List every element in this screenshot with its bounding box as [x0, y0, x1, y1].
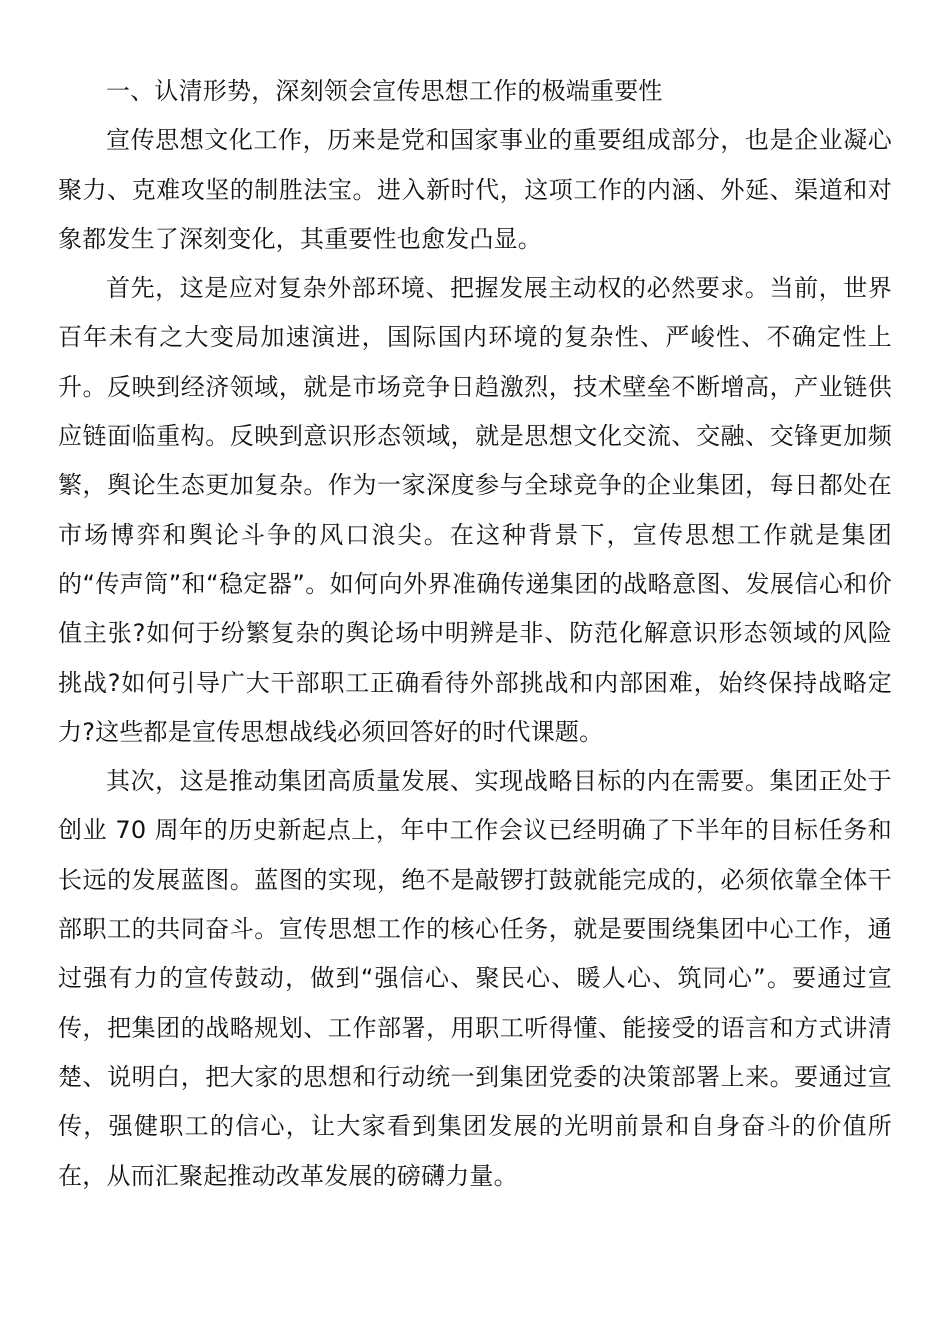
paragraph-second-point: 其次，这是推动集团高质量发展、实现战略目标的内在需要。集团正处于创业 70 周年的历史新起点上，年中工作会议已经明确了下半年的目标任务和长远的发展蓝图。蓝图的实现，绝不是敲锣打鼓就能完成的，必须依靠全体干部职工的共同奋斗。宣传思想工作的核心任务，就是要围绕集团中心工作，通过强有力的宣传鼓动，做到“强信心、聚民心、暖人心、筑同心”。要通过宣传，把集团的战略规划、工作部署，用职工听得懂、能接受的语言和方式讲清楚、说明白，把大家的思想和行动统一到集团党委的决策部署上来。要通过宣传，强健职工的信心，让大家看到集团发展的光明前景和自身奋斗的价值所在，从而汇聚起推动改革发展的磅礴力量。: [58, 767, 892, 1190]
section-heading: 一、认清形势，深刻领会宣传思想工作的极端重要性: [106, 77, 663, 105]
paragraph-first-point: 首先，这是应对复杂外部环境、把握发展主动权的必然要求。当前，世界百年未有之大变局加速演进，国际国内环境的复杂性、严峻性、不确定性上升。反映到经济领域，就是市场竞争日趋激烈，技术壁垒不断增高，产业链供应链面临重构。反映到意识形态领域，就是思想文化交流、交融、交锋更加频繁，舆论生态更加复杂。作为一家深度参与全球竞争的企业集团，每日都处在市场博弈和舆论斗争的风口浪尖。在这种背景下，宣传思想工作就是集团的“传声筒”和“稳定器”。如何向外界准确传递集团的战略意图、发展信心和价值主张?如何于纷繁复杂的舆论场中明辨是非、防范化解意识形态领域的风险挑战?如何引导广大干部职工正确看待外部挑战和内部困难，始终保持战略定力?这些都是宣传思想战线必须回答好的时代课题。: [58, 274, 892, 746]
document-page: [58, 67, 892, 1201]
paragraph-intro: 宣传思想文化工作，历来是党和国家事业的重要组成部分，也是企业凝心聚力、克难攻坚的制胜法宝。进入新时代，这项工作的内涵、外延、渠道和对象都发生了深刻变化，其重要性也愈发凸显。: [58, 126, 892, 253]
